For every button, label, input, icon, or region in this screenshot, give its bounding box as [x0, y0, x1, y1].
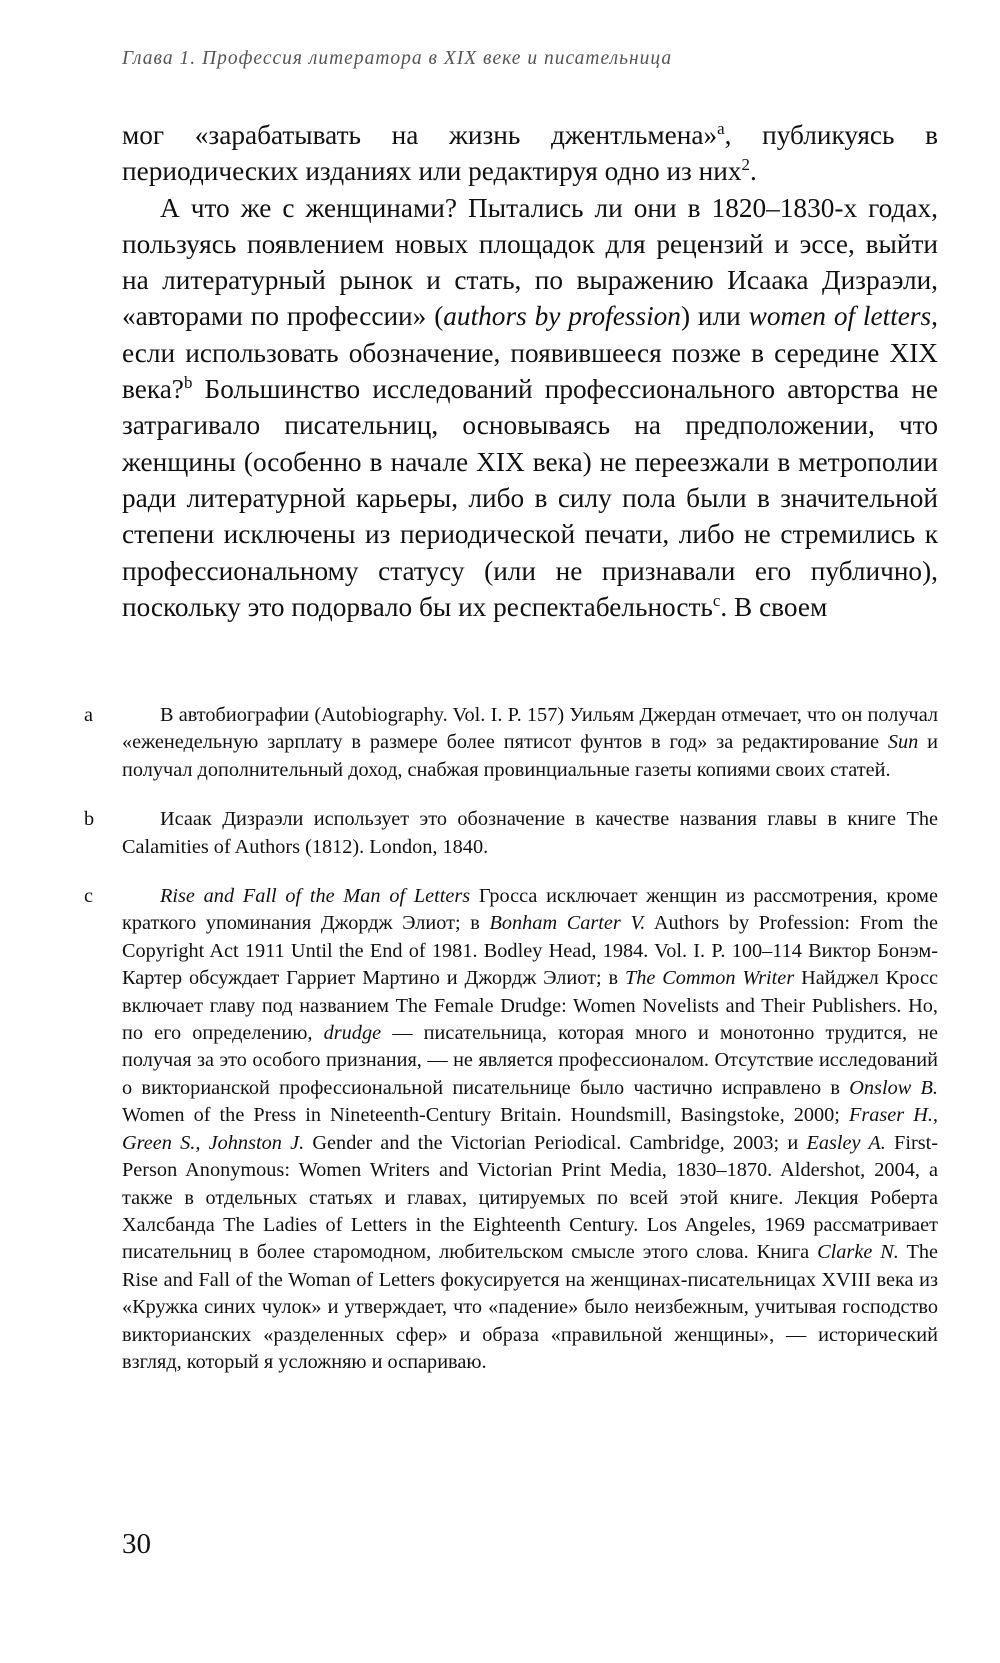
footnote-marker: a [84, 704, 94, 726]
footnote-ref-b[interactable]: b [183, 372, 193, 392]
italic-term: women of letters [748, 301, 932, 332]
text-span: First-Person Anonymous: Women Writers and Victorian Print Media, 1830–1870. Aldershot, 2004, а также в отдельных статьях и главах, цитируемых по всей этой книге. Лекция Роберта Халсбанда The Ladies of Letters in the Eighteenth Century. Los Angeles, 1969 рассматривает писательниц в более старомодном, любительском смысле этого слова. Книга [122, 1131, 938, 1264]
italic-term: Bonham Carter V. [489, 912, 646, 935]
body-paragraph-2 [122, 190, 938, 626]
text-span: , если использовать обозначение, появившееся позже в середине XIX века? [122, 301, 938, 405]
italic-term: The Common Writer [624, 967, 795, 990]
footnote-ref-a[interactable]: a [717, 118, 725, 138]
text-span: . [749, 156, 757, 187]
text-span: Найджел Кросс включает главу под названием The Female Drudge: Women Novelists and Their Publishers. Но, по его определению, [122, 967, 938, 1045]
text-span: The Rise and Fall of the Woman of Letters фокусируется на женщинах-писательницах XVIII века из «Кружка синих чулок» и утверждает, что «падение» было неизбежным, учитывая господство викторианских «разделенных сфер» и образа «правильной женщины», — исторический взгляд, который я усложняю и оспариваю. [122, 1241, 938, 1373]
footnote-marker: c [84, 885, 94, 908]
text-span: Гросса исключает женщин из рассмотрения, кроме краткого упоминания Джордж Элиот; в [122, 885, 938, 935]
footnote-c [84, 883, 939, 1376]
text-span: Большинство исследований профессионального авторства не затрагивало писательниц, основываясь на предположении, что женщины (особенно в начале XIX века) не переезжали в метрополии ради литературной карьеры, либо в силу пола были в значительной степени исключены из периодической печати, либо не стремились к профессиональному статусу (или не признавали его публично), поскольку это подорвало бы их респектабельность [122, 374, 938, 622]
italic-term: Rise and Fall of the Man of Letters [160, 885, 471, 908]
page-number: 30 [122, 1528, 151, 1560]
body-paragraph-1 [122, 117, 938, 190]
footnotes [84, 702, 939, 1376]
running-header: Глава 1. Профессия литератора в XIX веке и писательница [122, 48, 673, 69]
footnote-a [84, 702, 938, 784]
main-text [122, 117, 938, 625]
text-span: Gender and the Victorian Periodical. Cambridge, 2003; и [304, 1131, 807, 1154]
italic-term: drudge [323, 1022, 382, 1045]
text-span: — писательница, которая много и монотонно трудится, не получая за это особого признания, — не является профессионалом. Отсутствие исследований о викторианской профессиональной писательнице было частично исправлено в [122, 1022, 939, 1099]
endnote-ref-2[interactable]: 2 [741, 155, 750, 175]
italic-term: authors by profession [443, 301, 681, 332]
text-span: Women of the Press in Nineteenth-Century Britain. Houndsmill, Basingstoke, 2000; [122, 1104, 849, 1127]
text-span: . В своем [720, 591, 828, 622]
italic-term: Easley A. [806, 1131, 886, 1154]
footnote-ref-c[interactable]: c [712, 590, 721, 610]
text-span: Authors by Profession: From the Copyright Act 1911 Until the End of 1981. Bodley Head, 1984. Vol. I. P. 100–114 Виктор Бонэм-Картер обсуждает Гарриет Мартино и Джордж Элиот; в [122, 912, 938, 990]
italic-term: Fraser H., Green S., Johnston J. [122, 1104, 938, 1154]
italic-term: Clarke N. [817, 1241, 899, 1264]
text-span: и получал дополнительный доход, снабжая провинциальные газеты копиями своих статей. [122, 731, 938, 781]
text-span: мог «зарабатывать на жизнь джентльмена» [122, 120, 718, 150]
text-span: , публикуясь в периодических изданиях или редактируя одно из них [122, 120, 938, 187]
footnote-marker: b [84, 808, 95, 831]
text-span: А что же с женщинами? Пытались ли они в 1820–1830-х годах, пользуясь появлением новых площадок для рецензий и эссе, выйти на литературный рынок и стать, по выражению Исаака Дизраэли, «авторами по профессии» ( [122, 192, 938, 332]
footnote-b [84, 806, 938, 861]
italic-term: Sun [887, 731, 919, 754]
italic-term: Onslow B. [849, 1076, 938, 1099]
text-span: Исаак Дизраэли использует это обозначение в качестве названия главы в книге The Calamities of Authors (1812). London, 1840. [122, 808, 938, 858]
text-span: В автобиографии (Autobiography. Vol. I. P. 157) Уильям Джердан отмечает, что он получал «еженедельную зарплату в размере более пятисот фунтов в год» за редактирование [122, 704, 938, 754]
text-span: ) или [680, 301, 749, 332]
